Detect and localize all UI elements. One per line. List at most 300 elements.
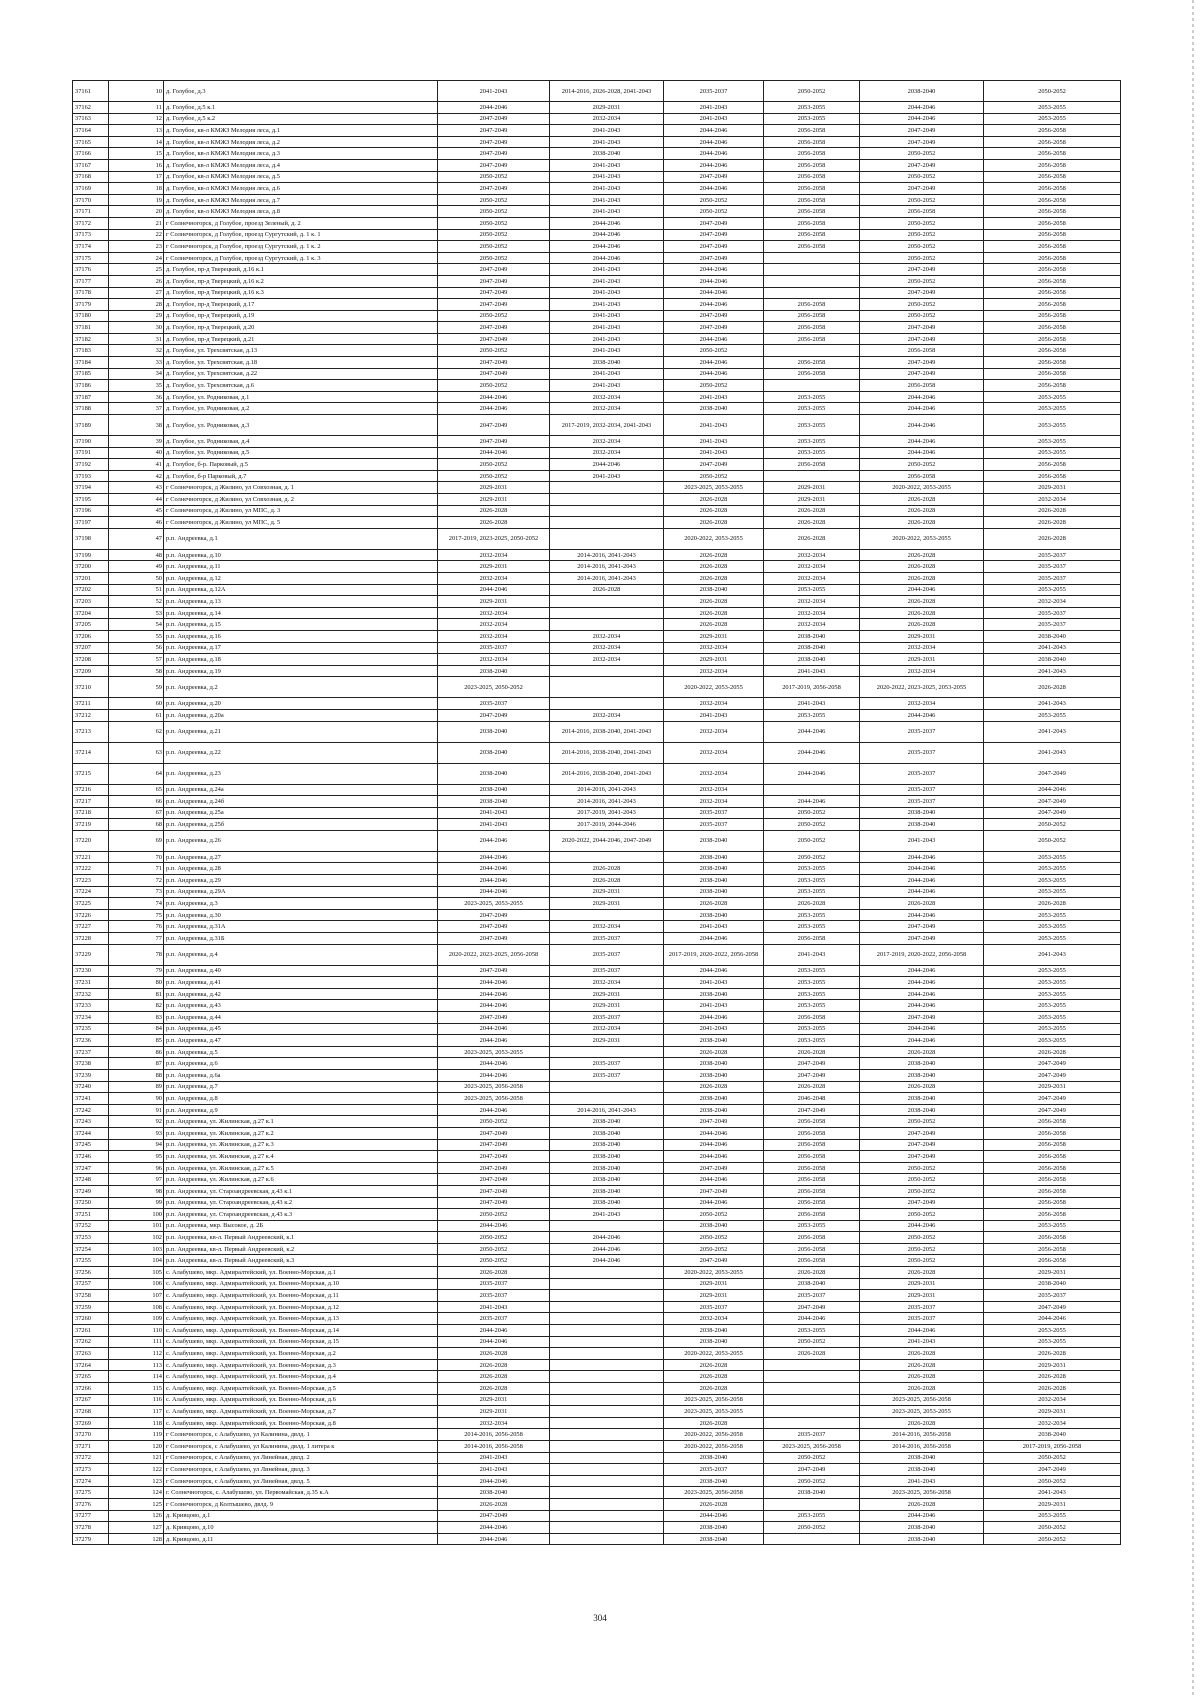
period-4: 2050-2052 <box>764 807 860 819</box>
period-4: 2047-2049 <box>764 1069 860 1081</box>
period-4 <box>764 275 860 287</box>
table-row <box>73 807 1121 819</box>
period-2 <box>550 1429 664 1441</box>
table-row <box>73 698 1121 710</box>
table-row <box>73 863 1121 875</box>
period-4: 2050-2052 <box>764 1336 860 1348</box>
row-number: 95 <box>109 1151 164 1163</box>
period-4: 2056-2058 <box>764 183 860 195</box>
period-1: 2041-2043 <box>438 1301 550 1313</box>
period-6: 2047-2049 <box>984 1464 1121 1476</box>
period-5: 2047-2049 <box>860 357 984 369</box>
row-number: 70 <box>109 851 164 863</box>
period-4 <box>764 1406 860 1418</box>
scan-edge-decoration <box>1192 0 1194 1697</box>
table-row <box>73 1498 1121 1510</box>
table-row <box>73 1081 1121 1093</box>
period-6: 2056-2058 <box>984 345 1121 357</box>
period-2 <box>550 1336 664 1348</box>
period-2 <box>550 1417 664 1429</box>
address: р.п. Андреевка, д.25б <box>164 819 438 831</box>
row-code: 37273 <box>73 1464 109 1476</box>
period-4: 2056-2058 <box>764 299 860 311</box>
row-code: 37165 <box>73 136 109 148</box>
period-5: 2050-2052 <box>860 1116 984 1128</box>
period-6: 2026-2028 <box>984 677 1121 698</box>
period-4: 2053-2055 <box>764 403 860 415</box>
period-5: 2047-2049 <box>860 921 984 933</box>
period-3: 2026-2028 <box>664 517 764 529</box>
period-1: 2050-2052 <box>438 252 550 264</box>
period-3: 2044-2046 <box>664 1510 764 1522</box>
period-6: 2026-2028 <box>984 898 1121 910</box>
table-row <box>73 494 1121 506</box>
row-code: 37272 <box>73 1452 109 1464</box>
row-number: 62 <box>109 721 164 742</box>
period-6: 2038-2040 <box>984 1429 1121 1441</box>
period-1: 2041-2043 <box>438 807 550 819</box>
period-4: 2056-2058 <box>764 229 860 241</box>
period-4 <box>764 264 860 276</box>
period-1: 2044-2046 <box>438 863 550 875</box>
period-5: 2038-2040 <box>860 1104 984 1116</box>
address: р.п. Андреевка, д.30 <box>164 909 438 921</box>
row-code: 37211 <box>73 698 109 710</box>
address: с. Алабушево, мкр. Адмиралтейский, ул. Военно-Морская, д.13 <box>164 1313 438 1325</box>
row-code: 37196 <box>73 505 109 517</box>
period-3: 2044-2046 <box>664 1197 764 1209</box>
address: р.п. Андреевка, д.29 <box>164 875 438 887</box>
period-4: 2053-2055 <box>764 988 860 1000</box>
address: г Солнечногорск, д Голубое, проезд Сургутский, д. 1 к. 1 <box>164 229 438 241</box>
period-2: 2014-2016, 2041-2043 <box>550 549 664 561</box>
period-3: 2050-2052 <box>664 470 764 482</box>
row-code: 37183 <box>73 345 109 357</box>
table-row <box>73 102 1121 114</box>
period-2: 2044-2046 <box>550 1243 664 1255</box>
row-number: 16 <box>109 159 164 171</box>
period-5: 2044-2046 <box>860 113 984 125</box>
period-4 <box>764 1394 860 1406</box>
period-1: 2035-2037 <box>438 642 550 654</box>
period-4 <box>764 784 860 796</box>
period-2: 2038-2040 <box>550 1162 664 1174</box>
address: р.п. Андреевка, ул. Жилинская, д.27 к.3 <box>164 1139 438 1151</box>
period-6: 2047-2049 <box>984 796 1121 808</box>
period-4: 2056-2058 <box>764 1197 860 1209</box>
address: г Солнечногорск, д Голубое, проезд Сургутский, д. 1 к. 3 <box>164 252 438 264</box>
row-number: 39 <box>109 436 164 448</box>
period-4: 2026-2028 <box>764 1081 860 1093</box>
row-number: 29 <box>109 310 164 322</box>
row-number: 53 <box>109 607 164 619</box>
row-number: 103 <box>109 1243 164 1255</box>
period-1: 2044-2046 <box>438 1533 550 1545</box>
period-2: 2032-2034 <box>550 436 664 448</box>
period-4: 2053-2055 <box>764 584 860 596</box>
period-5: 2047-2049 <box>860 1127 984 1139</box>
period-4: 2056-2058 <box>764 310 860 322</box>
table-row <box>73 607 1121 619</box>
period-6: 2026-2028 <box>984 1348 1121 1360</box>
period-2 <box>550 1313 664 1325</box>
period-2 <box>550 517 664 529</box>
period-2 <box>550 665 664 677</box>
table-row <box>73 742 1121 763</box>
address: р.п. Андреевка, д.23 <box>164 763 438 784</box>
row-code: 37190 <box>73 436 109 448</box>
period-6: 2047-2049 <box>984 763 1121 784</box>
period-4: 2029-2031 <box>764 494 860 506</box>
row-code: 37268 <box>73 1406 109 1418</box>
period-5: 2050-2052 <box>860 310 984 322</box>
table-row <box>73 357 1121 369</box>
table-row <box>73 1348 1121 1360</box>
address: р.п. Андреевка, д.40 <box>164 965 438 977</box>
row-code: 37269 <box>73 1417 109 1429</box>
period-2: 2029-2031 <box>550 102 664 114</box>
row-number: 12 <box>109 113 164 125</box>
period-2 <box>550 1081 664 1093</box>
period-1: 2035-2037 <box>438 1290 550 1302</box>
period-6: 2056-2058 <box>984 1116 1121 1128</box>
address: р.п. Андреевка, д.9 <box>164 1104 438 1116</box>
table-row <box>73 345 1121 357</box>
period-6: 2050-2052 <box>984 1522 1121 1534</box>
row-number: 61 <box>109 709 164 721</box>
period-1: 2038-2040 <box>438 742 550 763</box>
period-5: 2044-2046 <box>860 851 984 863</box>
table-row <box>73 909 1121 921</box>
period-1: 2050-2052 <box>438 1209 550 1221</box>
address: р.п. Андреевка, д.10 <box>164 549 438 561</box>
period-5: 2044-2046 <box>860 1325 984 1337</box>
period-3: 2050-2052 <box>664 1243 764 1255</box>
period-4: 2026-2028 <box>764 898 860 910</box>
row-code: 37252 <box>73 1220 109 1232</box>
table-row <box>73 1220 1121 1232</box>
row-number: 75 <box>109 909 164 921</box>
period-2: 2032-2034 <box>550 403 664 415</box>
period-5: 2050-2052 <box>860 459 984 471</box>
period-3: 2047-2049 <box>664 322 764 334</box>
period-3: 2044-2046 <box>664 159 764 171</box>
period-5: 2047-2049 <box>860 264 984 276</box>
address: р.п. Андреевка, д.21 <box>164 721 438 742</box>
period-1: 2050-2052 <box>438 1243 550 1255</box>
row-number: 109 <box>109 1313 164 1325</box>
address: г Солнечногорск, с Алабушево, ул Линейная, двлд. 3 <box>164 1464 438 1476</box>
period-6: 2047-2049 <box>984 1301 1121 1313</box>
table-row <box>73 287 1121 299</box>
period-1: 2026-2028 <box>438 1383 550 1395</box>
row-code: 37182 <box>73 333 109 345</box>
period-3: 2038-2040 <box>664 886 764 898</box>
period-6: 2032-2034 <box>984 1394 1121 1406</box>
period-3: 2026-2028 <box>664 1359 764 1371</box>
row-code: 37204 <box>73 607 109 619</box>
row-number: 42 <box>109 470 164 482</box>
period-4 <box>764 345 860 357</box>
period-4: 2032-2034 <box>764 607 860 619</box>
period-6: 2053-2055 <box>984 1220 1121 1232</box>
period-5: 2050-2052 <box>860 1255 984 1267</box>
period-5: 2047-2049 <box>860 322 984 334</box>
period-2 <box>550 1464 664 1476</box>
period-4: 2038-2040 <box>764 642 860 654</box>
row-code: 37207 <box>73 642 109 654</box>
row-number: 27 <box>109 287 164 299</box>
period-3: 2038-2040 <box>664 1533 764 1545</box>
period-6: 2056-2058 <box>984 287 1121 299</box>
period-1: 2032-2034 <box>438 630 550 642</box>
period-5: 2047-2049 <box>860 159 984 171</box>
period-4: 2053-2055 <box>764 1510 860 1522</box>
period-1: 2047-2049 <box>438 264 550 276</box>
period-3: 2050-2052 <box>664 345 764 357</box>
period-6: 2053-2055 <box>984 391 1121 403</box>
address: д. Голубое, ул. Трехсвятская, д.13 <box>164 345 438 357</box>
address: р.п. Андреевка, ул. Жилинская, д.27 к.2 <box>164 1127 438 1139</box>
period-2: 2041-2043 <box>550 171 664 183</box>
period-5: 2026-2028 <box>860 898 984 910</box>
period-2: 2029-2031 <box>550 988 664 1000</box>
period-3: 2035-2037 <box>664 807 764 819</box>
period-4 <box>764 1359 860 1371</box>
row-number: 89 <box>109 1081 164 1093</box>
period-4: 2056-2058 <box>764 1255 860 1267</box>
period-6: 2056-2058 <box>984 1209 1121 1221</box>
period-3: 2026-2028 <box>664 596 764 608</box>
period-5: 2026-2028 <box>860 494 984 506</box>
table-row <box>73 819 1121 831</box>
period-1: 2029-2031 <box>438 596 550 608</box>
table-row <box>73 944 1121 965</box>
period-2: 2038-2040 <box>550 1174 664 1186</box>
row-number: 20 <box>109 206 164 218</box>
period-4: 2053-2055 <box>764 921 860 933</box>
period-5: 2026-2028 <box>860 549 984 561</box>
address: р.п. Андреевка, д.14 <box>164 607 438 619</box>
table-row <box>73 763 1121 784</box>
period-5: 2017-2019, 2020-2022, 2056-2058 <box>860 944 984 965</box>
row-code: 37239 <box>73 1069 109 1081</box>
table-row <box>73 977 1121 989</box>
period-2: 2041-2043 <box>550 159 664 171</box>
table-row <box>73 988 1121 1000</box>
period-1: 2047-2049 <box>438 709 550 721</box>
period-1: 2047-2049 <box>438 159 550 171</box>
row-number: 68 <box>109 819 164 831</box>
row-number: 115 <box>109 1383 164 1395</box>
period-2: 2017-2019, 2041-2043 <box>550 807 664 819</box>
period-5: 2020-2022, 2023-2025, 2053-2055 <box>860 677 984 698</box>
period-5: 2029-2031 <box>860 654 984 666</box>
address: с. Алабушево, мкр. Адмиралтейский, ул. Военно-Морская, д.12 <box>164 1301 438 1313</box>
period-2 <box>550 1359 664 1371</box>
period-1: 2044-2046 <box>438 875 550 887</box>
row-number: 41 <box>109 459 164 471</box>
period-6: 2032-2034 <box>984 596 1121 608</box>
period-6: 2038-2040 <box>984 1278 1121 1290</box>
row-code: 37274 <box>73 1475 109 1487</box>
period-3: 2044-2046 <box>664 183 764 195</box>
row-number: 32 <box>109 345 164 357</box>
period-5: 2041-2043 <box>860 1336 984 1348</box>
period-2: 2014-2016, 2041-2043 <box>550 1104 664 1116</box>
period-5: 2026-2028 <box>860 607 984 619</box>
period-1: 2050-2052 <box>438 1232 550 1244</box>
period-1: 2041-2043 <box>438 819 550 831</box>
period-3: 2020-2022, 2053-2055 <box>664 1348 764 1360</box>
table-row <box>73 1278 1121 1290</box>
period-2: 2035-2037 <box>550 1058 664 1070</box>
period-4 <box>764 380 860 392</box>
period-2: 2032-2034 <box>550 642 664 654</box>
period-1: 2023-2025, 2053-2055 <box>438 898 550 910</box>
address: с. Алабушево, мкр. Адмиралтейский, ул. Военно-Морская, д.1 <box>164 1267 438 1279</box>
row-code: 37177 <box>73 275 109 287</box>
period-2: 2041-2043 <box>550 322 664 334</box>
period-5: 2044-2046 <box>860 1023 984 1035</box>
address: р.п. Андреевка, д.12 <box>164 572 438 584</box>
period-6: 2053-2055 <box>984 1023 1121 1035</box>
address: р.п. Андреевка, д.4 <box>164 944 438 965</box>
table-row <box>73 136 1121 148</box>
period-3: 2038-2040 <box>664 403 764 415</box>
period-6: 2053-2055 <box>984 965 1121 977</box>
period-2 <box>550 1487 664 1499</box>
period-5: 2026-2028 <box>860 1417 984 1429</box>
address: р.п. Андреевка, д.31Б <box>164 933 438 945</box>
table-row <box>73 1069 1121 1081</box>
period-3: 2023-2025, 2056-2058 <box>664 1487 764 1499</box>
address: г Солнечногорск, с Алабушево, ул Линейная, двлд. 2 <box>164 1452 438 1464</box>
period-2: 2044-2046 <box>550 252 664 264</box>
period-6: 2056-2058 <box>984 183 1121 195</box>
row-code: 37162 <box>73 102 109 114</box>
period-5: 2044-2046 <box>860 403 984 415</box>
period-1: 2014-2016, 2056-2058 <box>438 1440 550 1452</box>
table-row <box>73 796 1121 808</box>
address: р.п. Андреевка, ул. Жилинская, д.27 к.4 <box>164 1151 438 1163</box>
row-number: 97 <box>109 1174 164 1186</box>
row-number: 128 <box>109 1533 164 1545</box>
row-code: 37191 <box>73 447 109 459</box>
period-6: 2053-2055 <box>984 709 1121 721</box>
address: р.п. Андреевка, д.43 <box>164 1000 438 1012</box>
row-code: 37164 <box>73 125 109 137</box>
period-4: 2026-2028 <box>764 528 860 549</box>
row-code: 37172 <box>73 217 109 229</box>
period-3: 2032-2034 <box>664 796 764 808</box>
period-4 <box>764 1498 860 1510</box>
period-6: 2029-2031 <box>984 1359 1121 1371</box>
period-1: 2047-2049 <box>438 368 550 380</box>
table-row <box>73 264 1121 276</box>
period-1: 2026-2028 <box>438 505 550 517</box>
period-3: 2044-2046 <box>664 275 764 287</box>
period-3: 2041-2043 <box>664 709 764 721</box>
period-6: 2035-2037 <box>984 607 1121 619</box>
period-2: 2014-2016, 2041-2043 <box>550 796 664 808</box>
row-code: 37227 <box>73 921 109 933</box>
row-code: 37189 <box>73 415 109 436</box>
period-1: 2047-2049 <box>438 909 550 921</box>
period-4 <box>764 1371 860 1383</box>
row-number: 58 <box>109 665 164 677</box>
period-1: 2044-2046 <box>438 1035 550 1047</box>
period-6: 2056-2058 <box>984 1127 1121 1139</box>
row-number: 102 <box>109 1232 164 1244</box>
period-2: 2035-2037 <box>550 965 664 977</box>
period-1: 2038-2040 <box>438 796 550 808</box>
period-1: 2032-2034 <box>438 654 550 666</box>
period-3: 2032-2034 <box>664 1313 764 1325</box>
address: р.п. Андреевка, д.22 <box>164 742 438 763</box>
period-3: 2044-2046 <box>664 136 764 148</box>
row-number: 83 <box>109 1012 164 1024</box>
period-3: 2032-2034 <box>664 642 764 654</box>
period-2: 2032-2034 <box>550 977 664 989</box>
period-1: 2035-2037 <box>438 1313 550 1325</box>
period-5: 2038-2040 <box>860 1452 984 1464</box>
period-2: 2041-2043 <box>550 287 664 299</box>
period-3: 2050-2052 <box>664 206 764 218</box>
period-3: 2047-2049 <box>664 310 764 322</box>
period-6: 2056-2058 <box>984 1232 1121 1244</box>
table-row <box>73 1487 1121 1499</box>
period-2: 2017-2019, 2032-2034, 2041-2043 <box>550 415 664 436</box>
row-code: 37195 <box>73 494 109 506</box>
period-6: 2053-2055 <box>984 1510 1121 1522</box>
address: д. Голубое, пр-д Тверецкий, д.16 к.3 <box>164 287 438 299</box>
period-3: 2038-2040 <box>664 851 764 863</box>
period-2: 2032-2034 <box>550 630 664 642</box>
period-6: 2047-2049 <box>984 1058 1121 1070</box>
period-1: 2050-2052 <box>438 194 550 206</box>
address: р.п. Андреевка, кв-л. Первый Андреевский, к.1 <box>164 1232 438 1244</box>
address: р.п. Андреевка, д.29А <box>164 886 438 898</box>
period-2: 2038-2040 <box>550 148 664 160</box>
period-2: 2026-2028 <box>550 875 664 887</box>
table-row <box>73 1046 1121 1058</box>
schedule-table <box>72 80 1121 1545</box>
address: р.п. Андреевка, д.5 <box>164 1046 438 1058</box>
period-1: 2044-2046 <box>438 1058 550 1070</box>
period-1: 2044-2046 <box>438 1000 550 1012</box>
address: д. Голубое, б-р Парковый, д.7 <box>164 470 438 482</box>
row-code: 37249 <box>73 1185 109 1197</box>
row-number: 47 <box>109 528 164 549</box>
row-number: 21 <box>109 217 164 229</box>
address: д. Кривцово, д.11 <box>164 1533 438 1545</box>
row-code: 37201 <box>73 572 109 584</box>
period-6: 2053-2055 <box>984 113 1121 125</box>
period-4: 2046-2048 <box>764 1093 860 1105</box>
row-code: 37264 <box>73 1359 109 1371</box>
table-row <box>73 1533 1121 1545</box>
address: д. Голубое, кв-л КМЖЗ Мелодия леса, д.5 <box>164 171 438 183</box>
period-6: 2044-2046 <box>984 784 1121 796</box>
period-3: 2020-2022, 2053-2055 <box>664 1267 764 1279</box>
period-6: 2056-2058 <box>984 368 1121 380</box>
period-5: 2050-2052 <box>860 194 984 206</box>
period-6: 2053-2055 <box>984 988 1121 1000</box>
row-code: 37210 <box>73 677 109 698</box>
period-2 <box>550 909 664 921</box>
period-6: 2056-2058 <box>984 310 1121 322</box>
